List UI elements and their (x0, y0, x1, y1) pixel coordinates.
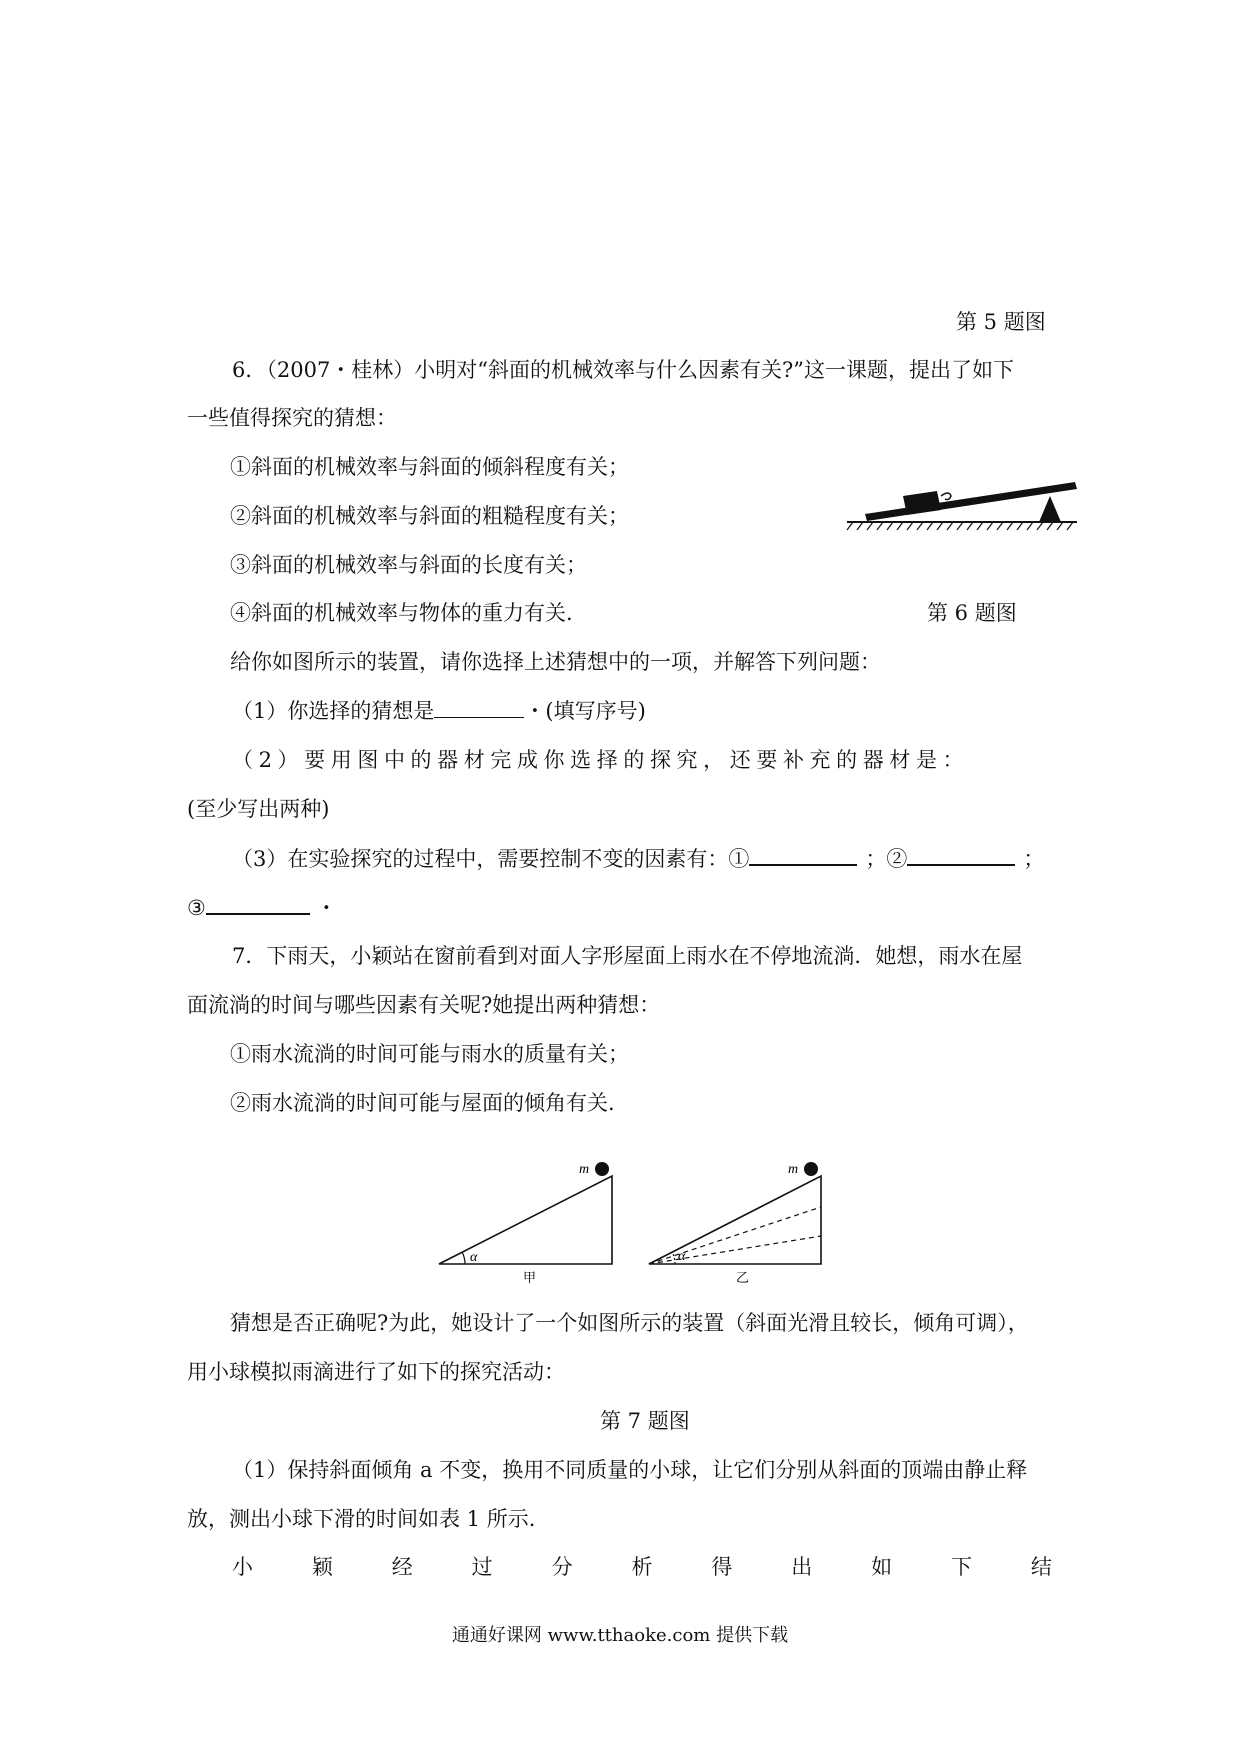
q7-sub1-line2: 放，测出小球下滑的时间如表 1 所示. (187, 1507, 536, 1531)
ground-hatching (847, 522, 1077, 530)
q6-sub2-line1: （2）要用图中的器材完成你选择的探究，还要补充的器材是： (232, 748, 970, 772)
answer-blank-3[interactable] (907, 844, 1015, 866)
q6-sub3-prefix: （3）在实验探究的过程中，需要控制不变的因素有：① (232, 847, 750, 871)
answer-blank-4[interactable] (206, 893, 310, 915)
mass-label-right: m (788, 1162, 799, 1177)
q7-sub1-line1: （1）保持斜面倾角 a 不变，换用不同质量的小球，让它们分别从斜面的顶端由静止释 (232, 1458, 1028, 1482)
q6-intro-line2: 一些值得探究的猜想： (187, 406, 397, 430)
spread-char: 颖 (311, 1555, 333, 1579)
fig7-caption: 第 7 题图 (600, 1409, 690, 1433)
q6-sub1-prefix: （1）你选择的猜想是 (232, 699, 435, 723)
fig6-caption: 第 6 题图 (927, 601, 1017, 625)
q6-sub1 (232, 697, 646, 725)
q6-sub3-line2-suffix: ・ (315, 896, 337, 920)
q6-sub2-line2: (至少写出两种) (187, 797, 330, 821)
block-hook (941, 493, 951, 500)
fig7-right-diagram (645, 1158, 835, 1288)
q6-sub3-end: ； (1023, 847, 1045, 871)
answer-blank-1[interactable] (434, 697, 524, 718)
fig6-incline-diagram (845, 470, 1085, 535)
ball-left (595, 1162, 609, 1176)
spread-char: 分 (551, 1555, 573, 1579)
q7-text-line2: 用小球模拟雨滴进行了如下的探究活动： (187, 1360, 565, 1384)
incline-triangle-left (439, 1176, 612, 1264)
spread-char: 下 (951, 1555, 973, 1579)
q6-hypothesis-2: ②斜面的机械效率与斜面的粗糙程度有关； (230, 504, 629, 528)
spread-char: 过 (471, 1555, 493, 1579)
figure-label-yi: 乙 (736, 1271, 750, 1286)
dashed-incline-1 (649, 1207, 821, 1264)
angle-label-left: α (470, 1250, 478, 1265)
q6-instruction: 给你如图所示的装置，请你选择上述猜想中的一项，并解答下列问题： (230, 650, 881, 674)
angle-arc-right (672, 1252, 675, 1264)
q6-hypothesis-1: ①斜面的机械效率与斜面的倾斜程度有关； (230, 455, 629, 479)
incline-triangle-right (649, 1176, 821, 1264)
answer-blank-2[interactable] (749, 844, 857, 866)
ball-right (804, 1162, 818, 1176)
q6-sub3-line2-prefix: ③ (187, 896, 206, 920)
fig7-left-diagram (435, 1158, 625, 1288)
spread-char: 出 (791, 1555, 813, 1579)
spread-char: 小 (232, 1555, 253, 1579)
spread-char: 析 (631, 1555, 653, 1579)
spread-char: 结 (1030, 1555, 1052, 1579)
fig5-caption: 第 5 题图 (956, 310, 1046, 334)
q6-intro-line1: 6．（2007・桂林）小明对“斜面的机械效率与什么因素有关?”这一课题，提出了如下 (232, 358, 1015, 382)
q6-hypothesis-3: ③斜面的机械效率与斜面的长度有关； (230, 553, 587, 577)
q6-sub3-line1 (232, 844, 1044, 873)
q6-hypothesis-4: ④斜面的机械效率与物体的重力有关. (230, 601, 573, 625)
q6-sub3-mid: ；② (865, 847, 908, 871)
block (903, 491, 941, 515)
q7-hypothesis-1: ①雨水流淌的时间可能与雨水的质量有关； (230, 1042, 629, 1066)
angle-arc-left (462, 1252, 465, 1264)
q7-intro-line2: 面流淌的时间与哪些因素有关呢?她提出两种猜想： (187, 993, 661, 1017)
angle-label-right: α (678, 1249, 686, 1264)
q6-sub1-suffix: ・(填写序号) (524, 699, 646, 723)
mass-label-left: m (579, 1162, 590, 1177)
q6-sub3-line2 (187, 893, 337, 922)
spread-char: 经 (391, 1555, 413, 1579)
fulcrum (1039, 496, 1061, 522)
q7-hypothesis-2: ②雨水流淌的时间可能与屋面的倾角有关. (230, 1091, 615, 1115)
spread-char: 如 (871, 1555, 893, 1579)
q7-spread-line (232, 1553, 1052, 1581)
page-footer: 通通好课网 www.tthaoke.com 提供下载 (451, 1625, 789, 1646)
q7-intro-line1: 7．下雨天，小颖站在窗前看到对面人字形屋面上雨水在不停地流淌．她想，雨水在屋 (232, 944, 1023, 968)
spread-char: 得 (711, 1555, 733, 1579)
figure-label-jia: 甲 (523, 1271, 537, 1286)
q7-text-line1: 猜想是否正确呢?为此，她设计了一个如图所示的装置（斜面光滑且较长，倾角可调）， (230, 1311, 1029, 1335)
